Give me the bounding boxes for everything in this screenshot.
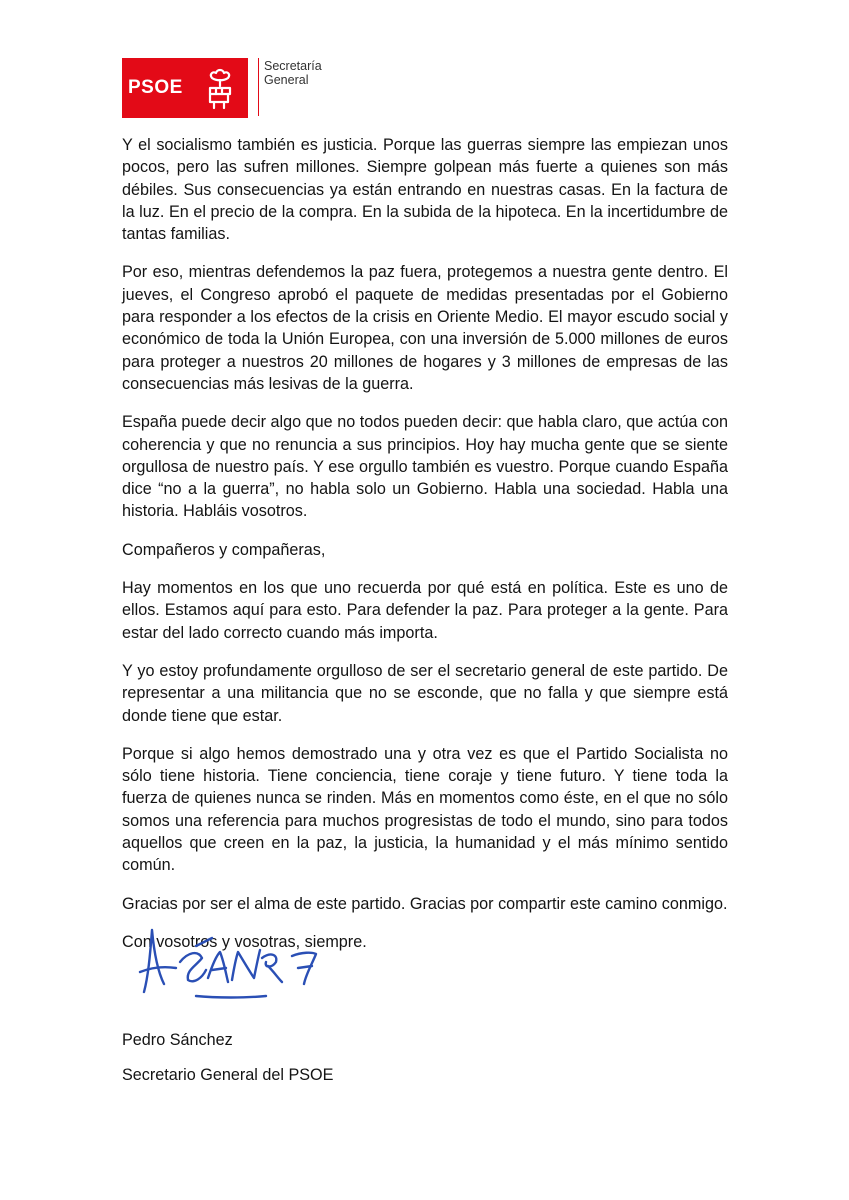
signer-name: Pedro Sánchez (122, 1031, 233, 1049)
letterhead-title-line1: Secretaría (264, 59, 322, 73)
closing: Con vosotros y vosotras, siempre. (122, 932, 367, 951)
signer-title: Secretario General del PSOE (122, 1066, 334, 1084)
paragraph: Y yo estoy profundamente orgulloso de ser el secretario general de este partido. De representar a una militancia que no se esconde, que no falla y que siempre está donde tiene que estar. (122, 661, 728, 725)
handwritten-signature (136, 922, 326, 1008)
paragraph: Hay momentos en los que uno recuerda por qué está en política. Este es uno de ellos. Estamos aquí para esto. Para defender la paz. Para proteger a la gente. Para estar del lado correcto cuando más importa. (122, 579, 728, 642)
letterhead-divider (258, 58, 259, 116)
logo-text: PSOE (128, 77, 183, 98)
letterhead (122, 58, 322, 118)
paragraph: Por eso, mientras defendemos la paz fuera, protegemos a nuestra gente dentro. El jueves, el Congreso aprobó el paquete de medidas presentadas por el Gobierno para responder a los efectos de la crisis en Oriente Medio. El mayor escudo social y económico de toda la Unión Europea, con una inversión de 5.000 millones de euros para proteger a nuestros 20 millones de hogares y 3 millones de empresas de las consecuencias más lesivas de la guerra. (122, 263, 728, 393)
paragraph: España puede decir algo que no todos pueden decir: que habla claro, que actúa con coherencia y que no renuncia a sus principios. Hoy hay mucha gente que se siente orgullosa de nuestro país. Y ese orgullo también es vuestro. Porque cuando España dice “no a la guerra”, no habla solo un Gobierno. Habla una sociedad. Habla una historia. Habláis vosotros. (122, 413, 728, 521)
paragraph: Porque si algo hemos demostrado una y otra vez es que el Partido Socialista no sólo tiene historia. Tiene conciencia, tiene coraje y tiene futuro. Y tiene toda la fuerza de quienes nunca se rinden. Más en momentos como éste, en el que no sólo somos una referencia para muchos progresistas de todo el mundo, sino para todos aquellos que creen en la paz, la justicia, la humanidad y el más mínimo sentido común. (122, 744, 728, 875)
paragraph: Y el socialismo también es justicia. Porque las guerras siempre las empiezan unos pocos, pero las sufren millones. Siempre golpean más fuerte a quienes son más débiles. Sus consecuencias ya están entrando en nuestras casas. En la factura de la luz. En el precio de la compra. En la subida de la hipoteca. En la incertidumbre de tantas familias. (122, 136, 728, 244)
salutation: Compañeros y compañeras, (122, 540, 326, 559)
psoe-logo (122, 58, 248, 118)
fist-rose-logo-icon (196, 64, 244, 112)
letter-body (122, 134, 728, 969)
paragraph: Gracias por ser el alma de este partido. Gracias por compartir este camino conmigo. (122, 894, 728, 913)
letterhead-title (264, 59, 322, 87)
letterhead-title-line2: General (264, 73, 309, 87)
